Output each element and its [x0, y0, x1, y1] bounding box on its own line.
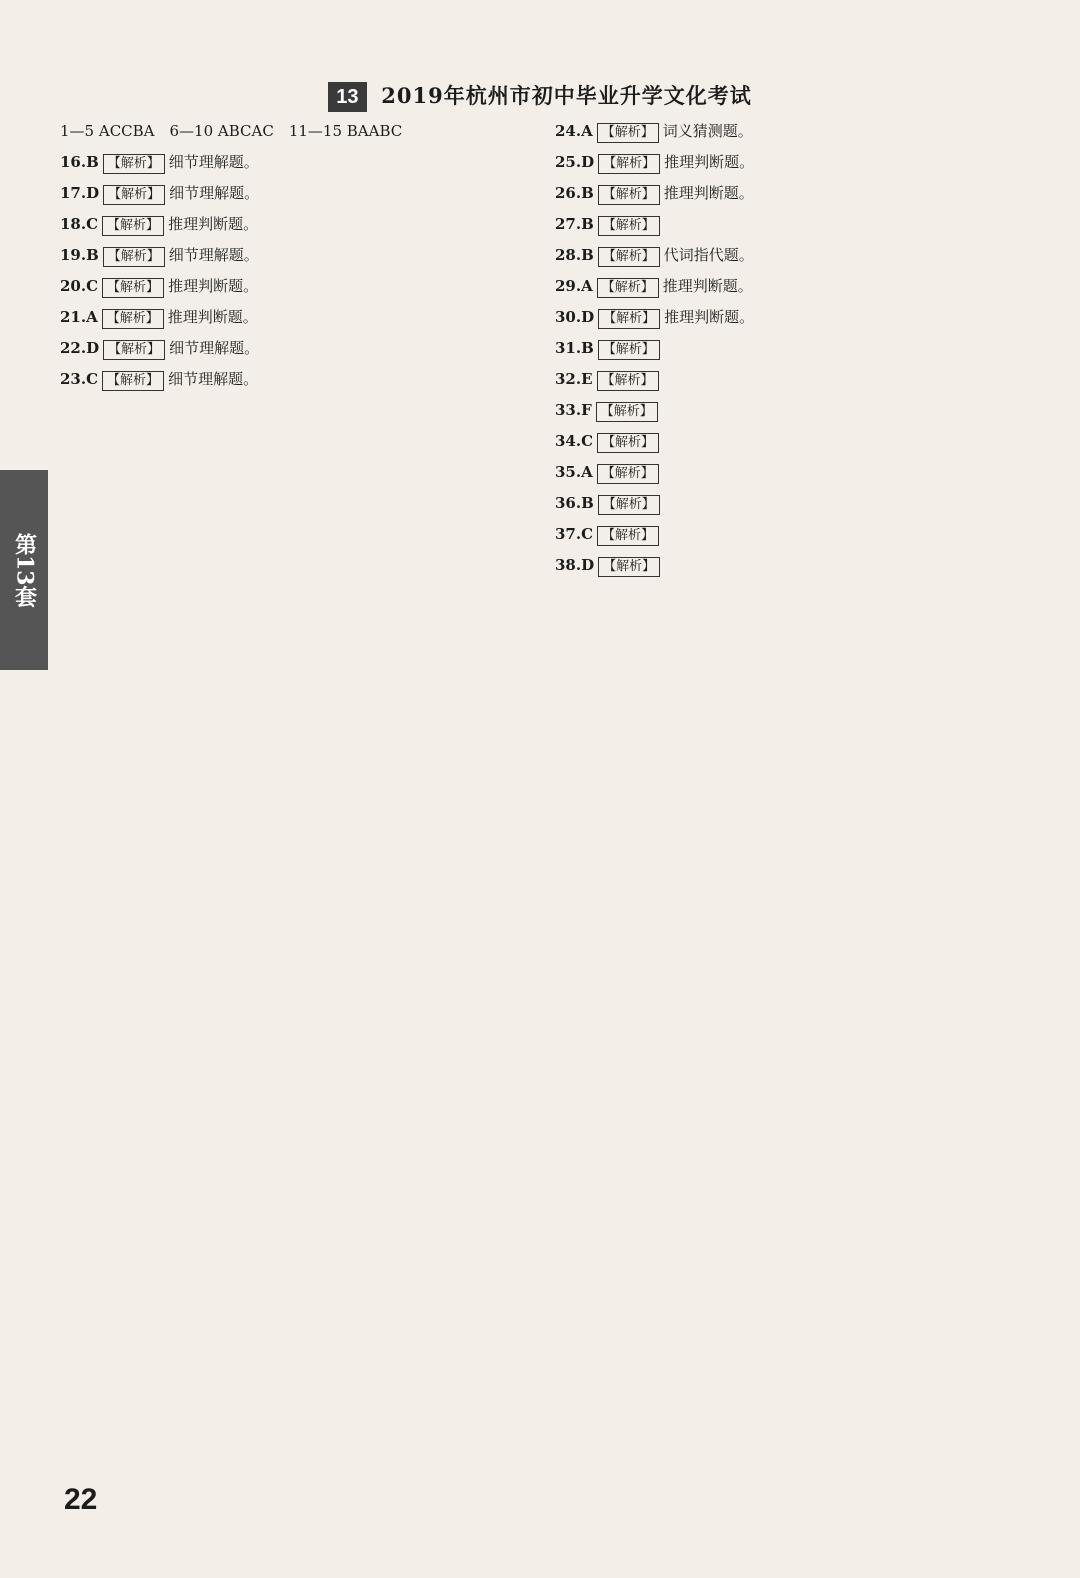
- explanation-q26: [555, 182, 1045, 205]
- question-number: 28.B: [555, 246, 594, 264]
- explanation-text: 推理判断题。: [167, 308, 258, 326]
- question-number: 36.B: [555, 494, 594, 512]
- explanation-q27: [555, 213, 1045, 236]
- question-number: 17.D: [60, 184, 100, 202]
- question-number: 22.D: [60, 339, 100, 357]
- explanation-q16: [60, 151, 540, 174]
- explanation-tag: 【解析】: [597, 371, 659, 391]
- question-number: 32.E: [555, 370, 593, 388]
- explanation-tag: 【解析】: [598, 185, 660, 205]
- page-header: [0, 82, 1080, 112]
- explanation-tag: 【解析】: [102, 278, 164, 298]
- explanation-text: 推理判断题。: [168, 277, 259, 295]
- page-title: 2019年杭州市初中毕业升学文化考试: [381, 83, 752, 108]
- explanation-tag: 【解析】: [103, 185, 165, 205]
- explanation-text: 推理判断题。: [168, 215, 259, 233]
- explanation-q33: [555, 399, 1045, 422]
- explanation-q22: [60, 337, 540, 360]
- explanation-tag: 【解析】: [102, 309, 164, 329]
- question-number: 35.A: [555, 463, 593, 481]
- explanation-q36: [555, 492, 1045, 515]
- answer-key: 1—5 ACCBA 6—10 ABCAC 11—15 BAABC: [60, 122, 403, 140]
- explanation-q25: [555, 151, 1045, 174]
- explanation-q38: [555, 554, 1045, 577]
- left-column: [60, 120, 540, 399]
- explanation-tag: 【解析】: [103, 340, 165, 360]
- explanation-tag: 【解析】: [597, 433, 659, 453]
- question-number: 34.C: [555, 432, 594, 450]
- explanation-tag: 【解析】: [598, 340, 660, 360]
- question-number: 18.C: [60, 215, 99, 233]
- question-number: 27.B: [555, 215, 594, 233]
- explanation-q19: [60, 244, 540, 267]
- question-number: 25.D: [555, 153, 595, 171]
- explanation-tag: 【解析】: [598, 247, 660, 267]
- explanation-text: 推理判断题。: [664, 153, 755, 171]
- explanation-tag: 【解析】: [598, 495, 660, 515]
- explanation-tag: 【解析】: [102, 216, 164, 236]
- right-column: [555, 120, 1045, 585]
- explanation-q31: [555, 337, 1045, 360]
- explanation-tag: 【解析】: [598, 309, 660, 329]
- explanation-text: 细节理解题。: [168, 370, 259, 388]
- explanation-tag: 【解析】: [102, 371, 164, 391]
- question-number: 20.C: [60, 277, 99, 295]
- set-number-badge: 13: [328, 82, 366, 112]
- page-number: 22: [64, 1483, 98, 1516]
- explanation-tag: 【解析】: [598, 557, 660, 577]
- question-number: 31.B: [555, 339, 594, 357]
- explanation-q34: [555, 430, 1045, 453]
- question-number: 16.B: [60, 153, 99, 171]
- question-number: 19.B: [60, 246, 99, 264]
- explanation-text: 词义猜测题。: [662, 122, 753, 140]
- explanation-tag: 【解析】: [596, 402, 658, 422]
- explanation-text: 细节理解题。: [169, 339, 260, 357]
- explanation-q30: [555, 306, 1045, 329]
- explanation-tag: 【解析】: [597, 278, 659, 298]
- set-side-tab: 第13套: [0, 470, 48, 670]
- explanation-text: 推理判断题。: [663, 184, 754, 202]
- question-number: 30.D: [555, 308, 595, 326]
- explanation-tag: 【解析】: [103, 154, 165, 174]
- explanation-tag: 【解析】: [598, 154, 660, 174]
- explanation-q21: [60, 306, 540, 329]
- explanation-text: 细节理解题。: [168, 153, 259, 171]
- question-number: 37.C: [555, 525, 594, 543]
- explanation-text: 细节理解题。: [169, 184, 260, 202]
- explanation-q35: [555, 461, 1045, 484]
- explanation-text: 推理判断题。: [664, 308, 755, 326]
- explanation-tag: 【解析】: [103, 247, 165, 267]
- explanation-q32: [555, 368, 1045, 391]
- explanation-q29: [555, 275, 1045, 298]
- explanation-q18: [60, 213, 540, 236]
- question-number: 38.D: [555, 556, 595, 574]
- question-number: 29.A: [555, 277, 593, 295]
- question-number: 23.C: [60, 370, 99, 388]
- question-number: 33.F: [555, 401, 592, 419]
- explanation-q37: [555, 523, 1045, 546]
- explanation-text: 代词指代题。: [663, 246, 754, 264]
- question-number: 24.A: [555, 122, 593, 140]
- explanation-q28: [555, 244, 1045, 267]
- explanation-q24: [555, 120, 1045, 143]
- question-number: 26.B: [555, 184, 594, 202]
- explanation-q23: [60, 368, 540, 391]
- explanation-tag: 【解析】: [597, 123, 659, 143]
- explanation-text: 推理判断题。: [662, 277, 753, 295]
- explanation-q20: [60, 275, 540, 298]
- explanation-q17: [60, 182, 540, 205]
- explanation-tag: 【解析】: [597, 464, 659, 484]
- explanation-tag: 【解析】: [598, 216, 660, 236]
- explanation-tag: 【解析】: [597, 526, 659, 546]
- question-number: 21.A: [60, 308, 98, 326]
- explanation-text: 细节理解题。: [168, 246, 259, 264]
